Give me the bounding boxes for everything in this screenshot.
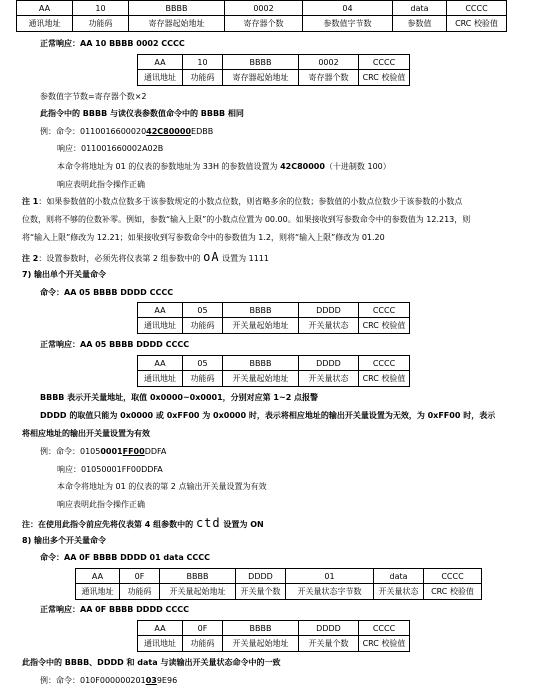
section-8-command: 命令：AA 0F BBBB DDDD 01 data CCCC	[40, 553, 211, 562]
cell: CCCC	[359, 55, 410, 70]
cell: 开关量个数	[236, 584, 286, 600]
register-write-command-table	[16, 0, 507, 32]
byte-count-note: 参数值字节数=寄存器个数×2	[40, 92, 147, 101]
multi-switch-command-table	[75, 568, 482, 600]
cell: 01	[286, 569, 374, 584]
section-8-example-command: 例：命令：010F000000201039E96	[40, 676, 178, 685]
bbbb-description: BBBB 表示开关量地址，取值 0x0000~0x0001，分别对应第 1~2 点报警	[40, 393, 319, 402]
cell: AA	[17, 1, 73, 16]
cell: CCCC	[359, 303, 410, 318]
cell: DDDD	[236, 569, 286, 584]
cell: DDDD	[299, 303, 359, 318]
section-7-example-command: 例：命令：01050001FF00DDFA	[40, 447, 167, 456]
cell: CRC 校验值	[359, 371, 410, 387]
cell: 通讯地址	[17, 16, 73, 32]
cell: 0F	[120, 569, 160, 584]
cell: CRC 校验值	[447, 16, 507, 32]
cell: 寄存器起始地址	[129, 16, 225, 32]
cell: 参数值	[393, 16, 447, 32]
section-7-normal-response: 正常响应：AA 05 BBBB DDDD CCCC	[40, 340, 190, 349]
cell: CCCC	[447, 1, 507, 16]
cell: data	[393, 1, 447, 16]
cell: 开关量状态	[299, 318, 359, 334]
section-8-title: 8) 输出多个开关量命令	[22, 536, 107, 545]
cell: CRC 校验值	[424, 584, 482, 600]
cell: 通讯地址	[76, 584, 120, 600]
cell: BBBB	[129, 1, 225, 16]
dddd-description-line-2: 将相应地址的输出开关量设置为有效	[22, 429, 150, 438]
cell: 0002	[299, 55, 359, 70]
section-8-same-note: 此指令中的 BBBB、DDDD 和 data 与读输出开关量状态命令中的一致	[22, 658, 281, 667]
cell: 寄存器起始地址	[223, 70, 299, 86]
section-8-normal-response: 正常响应：AA 0F BBBB DDDD CCCC	[40, 605, 189, 614]
cell: 功能码	[183, 371, 223, 387]
note-2: 注 2：设置参数时，必须先将仪表第 2 组参数中的 oA 设置为 1111	[22, 250, 269, 264]
cell: 寄存器个数	[225, 16, 303, 32]
note-1-line-3: 将“输入上限”修改为 12.21；如果接收到写参数命令中的参数值为 1.2，则将“输入上限”修改为 01.20	[22, 233, 385, 242]
cell: 功能码	[73, 16, 129, 32]
example-command: 例：命令：011001660002042C80000EDBB	[40, 127, 214, 136]
section-7-command: 命令：AA 05 BBBB DDDD CCCC	[40, 288, 174, 297]
cell: 开关量状态	[299, 371, 359, 387]
segment-display-oa: oA	[203, 250, 220, 264]
dddd-description-line-1: DDDD 的取值只能为 0x0000 或 0xFF00 为 0x0000 时，表示将相应地址的输出开关量设置为无效，为 0xFF00 时，表示	[40, 411, 496, 420]
cell: CRC 校验值	[359, 70, 410, 86]
single-switch-response-table	[137, 355, 410, 387]
cell: AA	[138, 55, 183, 70]
cell: CRC 校验值	[359, 318, 410, 334]
cell: 05	[183, 303, 223, 318]
cell: 通讯地址	[138, 371, 183, 387]
note-1-line-1: 注 1：如果参数值的小数点位数多于该参数规定的小数点位数，则省略多余的位数；参数值的小数点位数少于该参数的小数点	[22, 197, 463, 206]
cell: BBBB	[223, 55, 299, 70]
section-7-example-ok: 响应表明此指令操作正确	[57, 500, 145, 509]
cell: 05	[183, 356, 223, 371]
cell: 10	[183, 55, 223, 70]
cell: DDDD	[299, 621, 359, 636]
example-response: 响应：011001660002A02B	[57, 144, 164, 153]
cell: CCCC	[359, 621, 410, 636]
cell: BBBB	[223, 356, 299, 371]
cell: 开关量起始地址	[223, 636, 299, 652]
cell: AA	[138, 621, 183, 636]
cell: BBBB	[223, 303, 299, 318]
single-switch-command-table	[137, 302, 410, 334]
register-write-response-table	[137, 54, 410, 86]
cell: 开关量起始地址	[223, 371, 299, 387]
cell: CCCC	[424, 569, 482, 584]
cell: CCCC	[359, 356, 410, 371]
cell: AA	[138, 303, 183, 318]
cell: 0F	[183, 621, 223, 636]
cell: data	[374, 569, 424, 584]
section-7-title: 7) 输出单个开关量命令	[22, 270, 107, 279]
cell: AA	[138, 356, 183, 371]
example-ok: 响应表明此指令操作正确	[57, 180, 145, 189]
cell: 开关量起始地址	[160, 584, 236, 600]
cell: 功能码	[183, 636, 223, 652]
cell: 0002	[225, 1, 303, 16]
multi-switch-response-table	[137, 620, 410, 652]
cell: AA	[76, 569, 120, 584]
normal-response-heading: 正常响应：AA 10 BBBB 0002 CCCC	[40, 39, 185, 48]
cell: 开关量个数	[299, 636, 359, 652]
note-3: 注：在使用此指令前应先将仪表第 4 组参数中的 ctd 设置为 ON	[22, 516, 264, 530]
cell: 通讯地址	[138, 70, 183, 86]
cell: 开关量起始地址	[223, 318, 299, 334]
cell: 参数值字节数	[303, 16, 393, 32]
cell: BBBB	[223, 621, 299, 636]
cell: 寄存器个数	[299, 70, 359, 86]
cell: 开关量状态字节数	[286, 584, 374, 600]
note-1-line-2: 位数，则将不够的位数补零。例如，参数“输入上限”的小数点位置为 00.00。如果接收到写参数命令中的参数值为 12.213，则	[22, 215, 471, 224]
cell: CRC 校验值	[359, 636, 410, 652]
same-bbbb-note: 此指令中的 BBBB 与读仪表参数值命令中的 BBBB 相同	[40, 109, 244, 118]
section-7-example-response: 响应：01050001FF00DDFA	[57, 465, 163, 474]
cell: BBBB	[160, 569, 236, 584]
section-7-example-description: 本命令将地址为 01 的仪表的第 2 点输出开关量设置为有效	[57, 482, 267, 491]
cell: 开关量状态	[374, 584, 424, 600]
cell: 功能码	[183, 70, 223, 86]
cell: 10	[73, 1, 129, 16]
cell: 04	[303, 1, 393, 16]
cell: 通讯地址	[138, 318, 183, 334]
example-description: 本命令将地址为 01 的仪表的参数地址为 33H 的参数值设置为 42C80000（十进制数 100）	[57, 162, 391, 171]
segment-display-ctd: ctd	[195, 516, 221, 530]
cell: 功能码	[183, 318, 223, 334]
cell: DDDD	[299, 356, 359, 371]
cell: 功能码	[120, 584, 160, 600]
cell: 通讯地址	[138, 636, 183, 652]
